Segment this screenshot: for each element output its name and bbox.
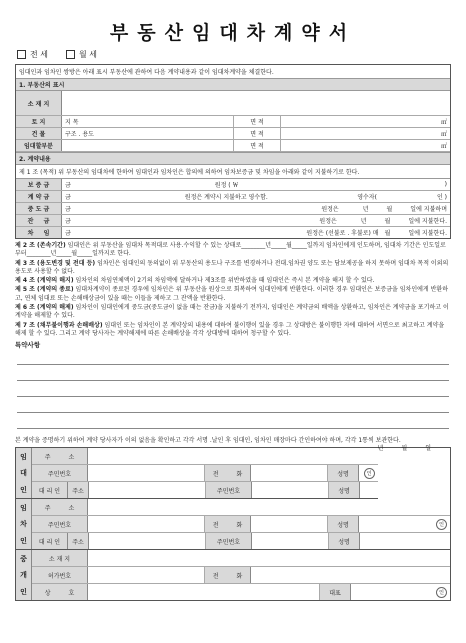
lessor-side-label: 임 대 인	[16, 448, 32, 498]
intro-text: 임대인과 임차인 쌍방은 아래 표시 부동산에 관하여 다음 계약내용과 같이 임대차계약을 체결한다.	[16, 65, 450, 79]
date-line[interactable]: 년 월 일	[377, 445, 431, 453]
lessor-phone-field[interactable]	[251, 465, 328, 481]
rent-row	[16, 227, 450, 238]
lessee-agent-address-field[interactable]	[89, 533, 206, 549]
deposit-field[interactable]: 금 원정 ( ￦ )	[65, 181, 447, 189]
contract-page	[15, 10, 451, 601]
section1-heading: 1. 부동산의 표시	[16, 79, 450, 91]
lessee-agent-id-field[interactable]	[252, 533, 329, 549]
lessor-agent-name-field[interactable]	[360, 482, 378, 498]
address-label: 소 재 지	[16, 91, 62, 115]
lessor-group	[16, 448, 378, 499]
clause-2: 제 2 조 (존속기간) 임대인은 위 부동산을 임대차 목적대로 사용.수익할 수 있는 상태로________년_____월_____일까지 임차인에게 인도하며, 임대차 기간은 인도일로부터________년_____월_____일까지로 한다.	[15, 242, 446, 258]
closing-statement: 본 계약을 증명하기 위하여 계약 당사자가 이의 없음을 확인하고 각각 서명 .날인 후 임대인, 임차인 매장마다 간인하여야 하며, 각각 1통씩 보관한다. 년 월 일	[15, 437, 431, 453]
lease-area-label: 면 적	[234, 140, 281, 151]
special-terms-line[interactable]	[17, 349, 449, 365]
broker-phone-field[interactable]	[251, 567, 450, 583]
balance-label: 잔 금	[16, 215, 62, 226]
lessee-id-field[interactable]	[88, 516, 205, 532]
broker-trade-name-field[interactable]	[88, 584, 320, 600]
checkbox-icon[interactable]	[66, 50, 75, 59]
clause-4: 제 4 조 (계약의 해지) 임차인의 차임연체액이 2기의 차임액에 달하거나 제3조를 위반하였을 때 임대인은 즉시 본 계약을 해지 할 수 있다.	[15, 277, 375, 285]
land-label: 토 지	[16, 116, 62, 127]
clause-6: 제 6 조 (계약의 해제) 임차인이 임대인에게 중도금(중도금이 없을 때는 잔금)을 지불하기 전까지, 임대인은 계약금의 배액을 상환하고, 임차인은 계약금을 포기하고 이 계약을 해제할 수 있다.	[15, 304, 449, 320]
interim-payment-row	[16, 203, 450, 215]
broker-license-row: 허가번호 전 화	[32, 567, 450, 584]
property-and-terms-table	[15, 64, 451, 239]
rent-label: 차 임	[16, 227, 62, 238]
contract-deposit-label: 계 약 금	[16, 191, 62, 202]
broker-office-row: 소 재 지	[32, 550, 450, 567]
special-terms-label: 특약사항	[15, 341, 41, 350]
balance-field[interactable]: 금 원정은 년 월 일에 지불한다.	[65, 218, 447, 225]
land-area-label: 면 적	[234, 116, 281, 127]
document-title: 부동산임대차계약서	[109, 22, 357, 44]
lease-part-row	[16, 140, 450, 152]
deposit-label: 보 증 금	[16, 179, 62, 190]
seal-icon: 인	[364, 468, 375, 479]
building-label: 건 물	[16, 128, 62, 139]
lease-part-label: 임대할부분	[16, 140, 62, 151]
special-terms-line[interactable]	[17, 365, 449, 381]
lessee-agent-name-field[interactable]	[360, 533, 450, 549]
seal-icon: 인	[436, 519, 447, 530]
building-area-label: 면 적	[234, 128, 281, 139]
land-kind[interactable]: 지 목	[62, 116, 234, 127]
broker-license-field[interactable]	[88, 567, 205, 583]
address-row	[16, 91, 450, 116]
clause-7: 제 7 조 (채무불이행과 손해배상) 임대인 또는 임차인이 본 계약상의 내용에 대하여 불이행이 있을 경우 그 상대방은 불이행한 자에 대하여 서면으로 최고하고 계약을 해제 할 수 있다. 그리고 계약 당사자는 계약해제에 따른 손해배상을 각각 상대방에 대하여 청구할 수 있다.	[15, 321, 445, 337]
interim-payment-field[interactable]: 금 원정은 년 월 일에 지불하며	[65, 206, 447, 213]
clause1-text: 제 1 조 (목적) 위 부동산의 임대차에 한하여 임대인과 임차인은 합의에 의하여 임차보증금 및 차임을 아래와 같이 지불하기로 한다.	[16, 165, 450, 179]
deposit-row	[16, 179, 450, 191]
building-row	[16, 128, 450, 140]
seal-icon: 인	[436, 587, 447, 598]
broker-rep-field[interactable]	[351, 584, 450, 600]
contract-clauses	[15, 242, 451, 338]
lessee-address-row: 주 소	[32, 499, 450, 516]
broker-side-label: 중 개 인	[16, 550, 32, 600]
clause-3: 제 3 조 (용도변경 및 전대 등) 임차인은 임대인의 동의없이 위 부동산의 용도나 구조를 변경하거나 전대.임차권 양도 또는 담보제공을 하지 못하며 임대차 목적 이외의 용도로 사용할 수 없다.	[15, 259, 449, 275]
contract-deposit-row	[16, 191, 450, 203]
lessor-agent-id-field[interactable]	[252, 482, 329, 498]
contract-deposit-field[interactable]: 금 원정은 계약시 지불하고 영수함. 영수자( 인 )	[65, 194, 447, 201]
lessee-name-field[interactable]	[359, 516, 450, 532]
lessee-phone-field[interactable]	[251, 516, 328, 532]
lessee-address-field[interactable]	[88, 499, 450, 515]
jeonse-option[interactable]: 전 세	[17, 49, 48, 60]
broker-trade-name-row: 상 호 대표 인	[32, 584, 450, 600]
clause-5: 제 5 조 (계약의 종료) 임대차계약이 종료된 경우에 임차인은 위 부동산을 원상으로 회복하여 임대인에게 반환한다. 이러한 경우 임대인은 보증금을 임차인에게 반환하고, 연체 임대료 또는 손해배상금이 있을 때는 이들을 제하고 그 잔액을 반환한다.	[15, 286, 448, 302]
special-terms-lines[interactable]	[15, 349, 451, 429]
lease-area-unit: ㎡	[440, 143, 447, 150]
lessee-id-row: 주민번호 전 화 성명 인	[32, 516, 450, 533]
lessor-id-row: 주민번호 전 화 성명 인	[32, 465, 378, 482]
building-area-unit: ㎡	[440, 131, 447, 138]
land-row	[16, 116, 450, 128]
balance-row	[16, 215, 450, 227]
lessor-agent-address-field[interactable]	[89, 482, 206, 498]
address-field[interactable]	[62, 91, 450, 115]
lease-part-field[interactable]	[62, 140, 234, 151]
contract-type-options	[15, 49, 451, 60]
lessee-side-label: 임 차 인	[16, 499, 32, 549]
lessee-agent-row: 대 리 인 주소 주민번호 성명	[32, 533, 450, 549]
lessor-name-field[interactable]	[359, 465, 378, 481]
lessor-id-field[interactable]	[88, 465, 205, 481]
broker-office-field[interactable]	[88, 550, 450, 566]
special-terms-line[interactable]	[17, 413, 449, 429]
interim-payment-label: 중 도 금	[16, 203, 62, 214]
checkbox-icon[interactable]	[17, 50, 26, 59]
section2-heading: 2. 계약내용	[16, 152, 450, 165]
lessor-address-row: 주 소	[32, 448, 378, 465]
lessor-address-field[interactable]	[88, 448, 378, 464]
land-area-unit: ㎡	[440, 119, 447, 126]
special-terms-line[interactable]	[17, 397, 449, 413]
rent-field[interactable]: 금 원정은 (선불로 . 후불로) 매 월 일에 지불한다.	[65, 230, 447, 237]
signature-table	[15, 447, 451, 601]
broker-group	[16, 550, 450, 600]
lessor-agent-row: 대 리 인 주소 주민번호 성명	[32, 482, 378, 498]
building-kind[interactable]: 구조 . 용도	[62, 128, 234, 139]
lessee-group	[16, 499, 450, 550]
wolse-option[interactable]: 월 세	[66, 49, 97, 60]
special-terms-line[interactable]	[17, 381, 449, 397]
